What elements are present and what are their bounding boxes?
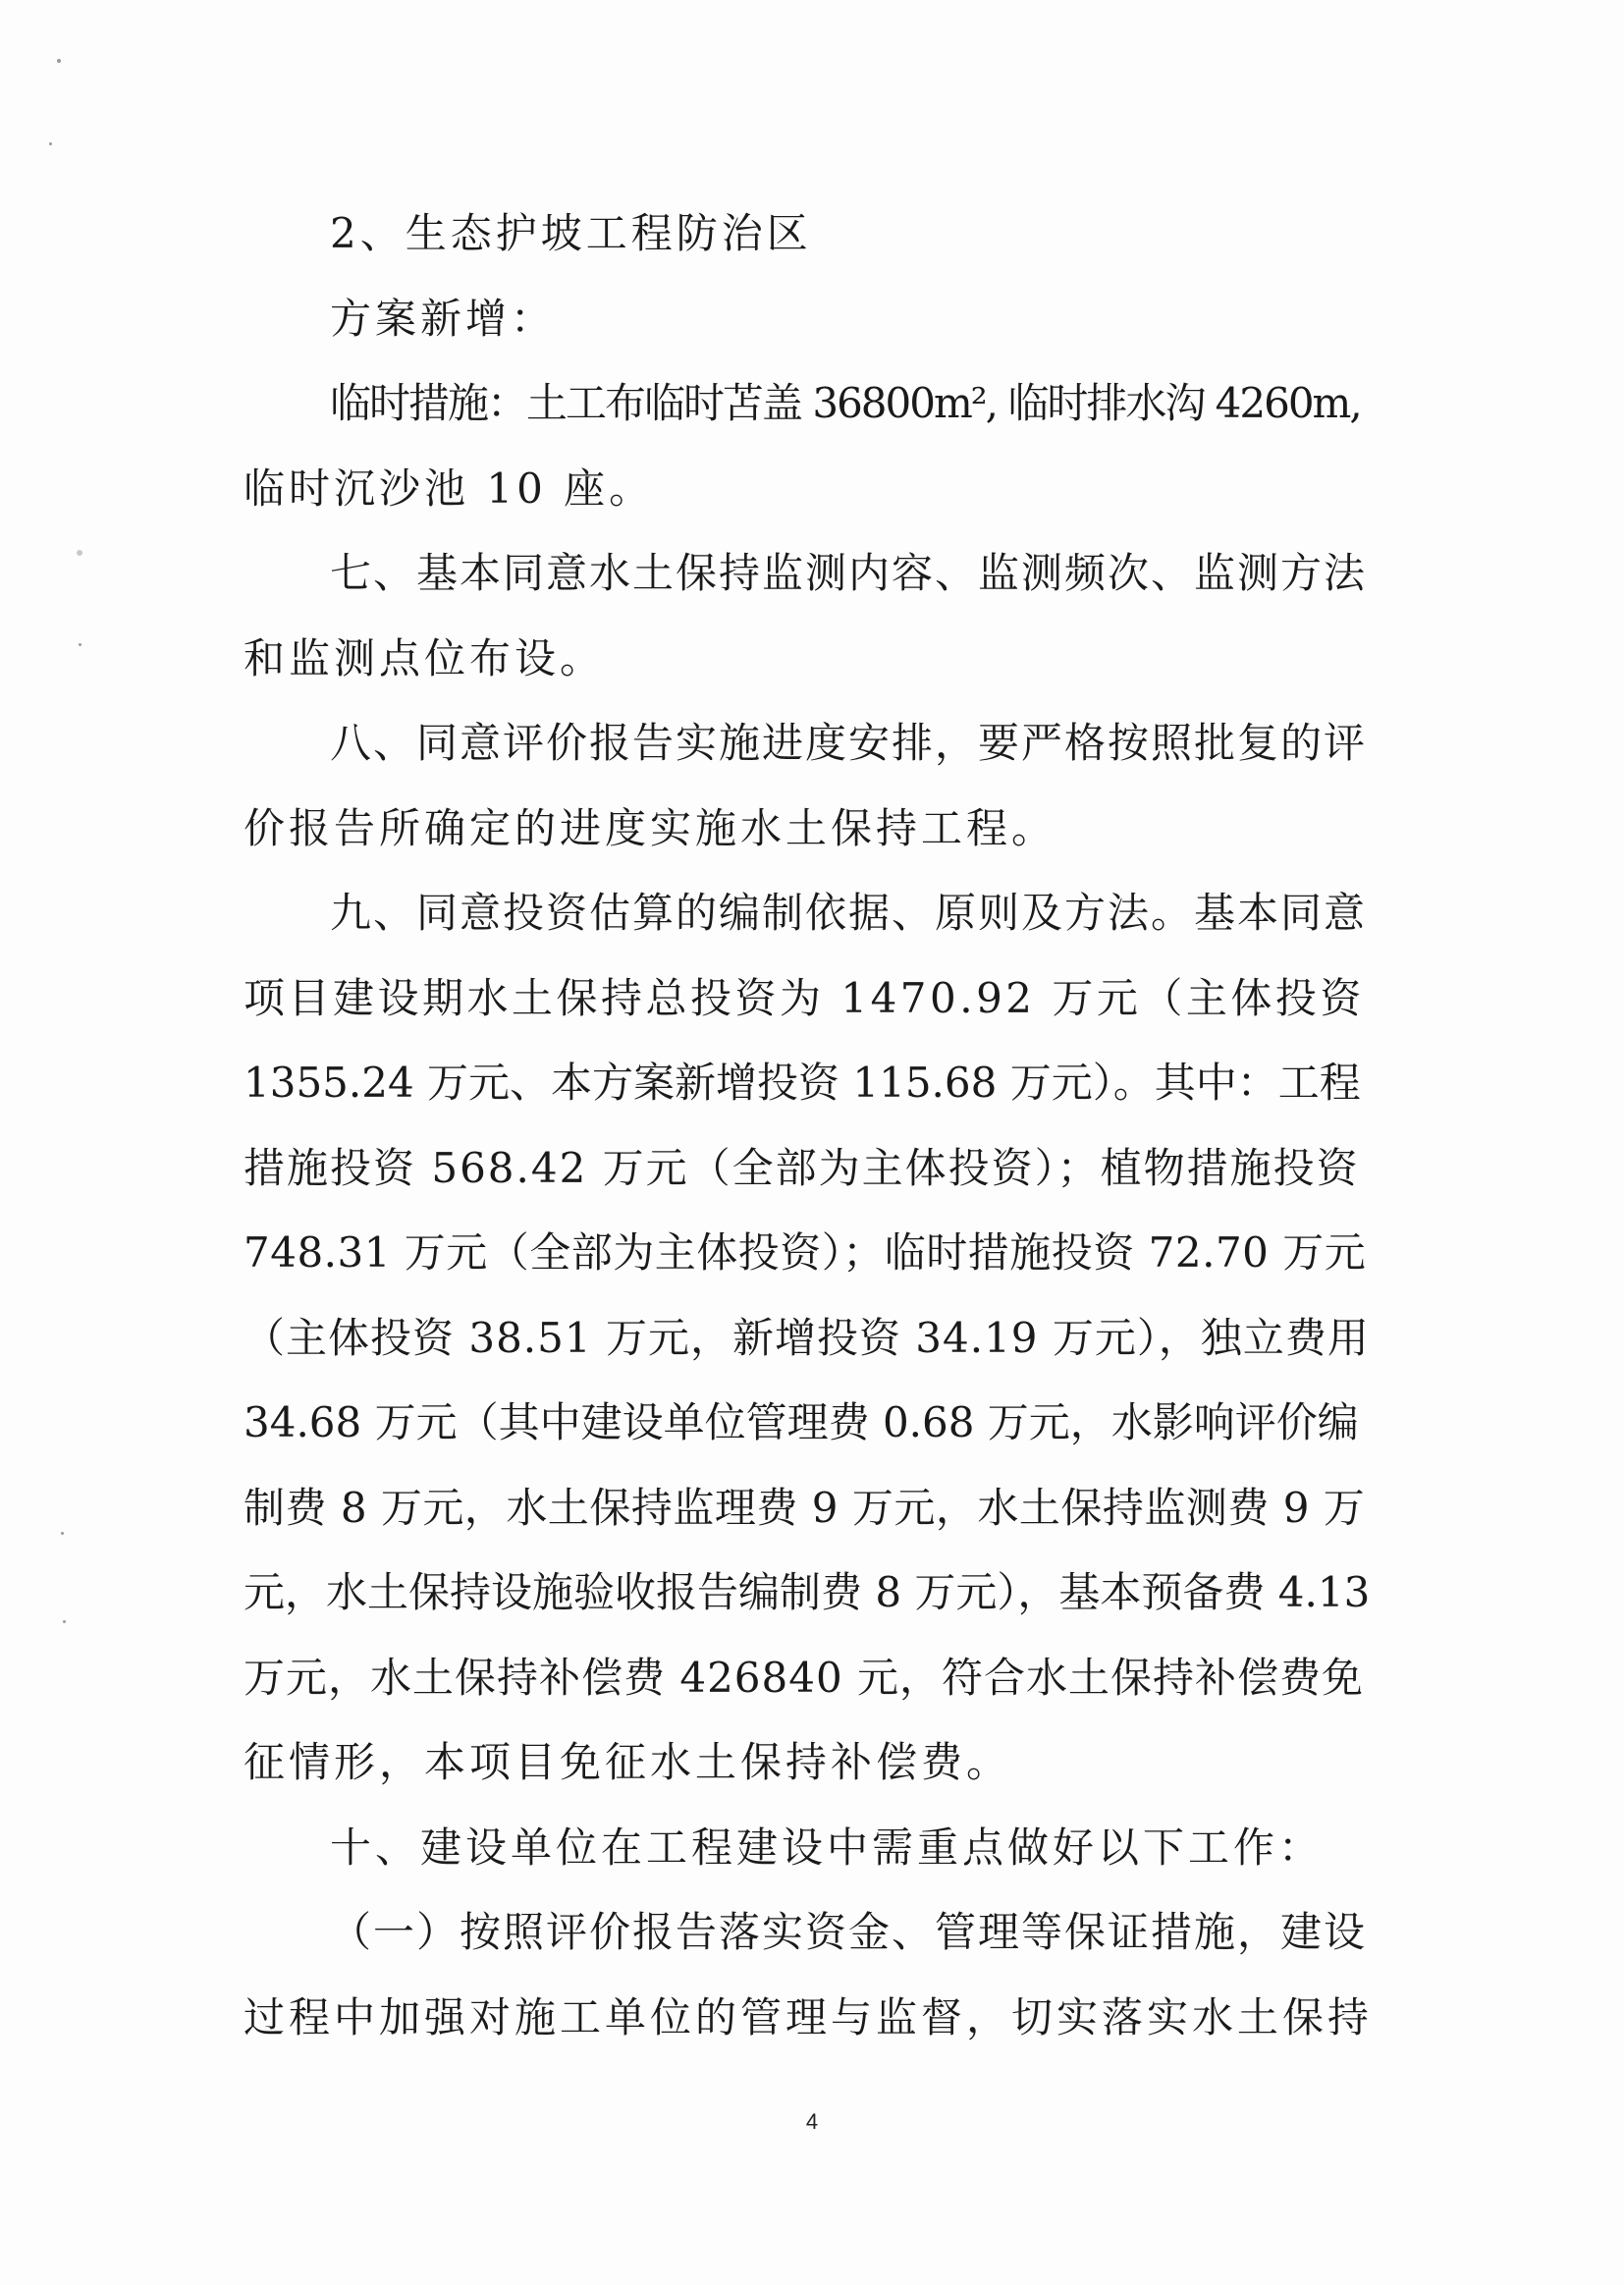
text-line: 项目建设期水土保持总投资为 1470.92 万元（主体投资 xyxy=(244,973,1365,1022)
scan-speck xyxy=(77,550,82,556)
text-line: 制费 8 万元，水土保持监理费 9 万元，水土保持监测费 9 万 xyxy=(244,1483,1366,1532)
text-line: 征情形，本项目免征水土保持补偿费。 xyxy=(244,1738,1012,1786)
text-line: 措施投资 568.42 万元（全部为主体投资）；植物措施投资 xyxy=(244,1143,1360,1192)
text-line: 九、同意投资估算的编制依据、原则及方法。基本同意 xyxy=(330,889,1368,937)
text-line: 过程中加强对施工单位的管理与监督，切实落实水土保持 xyxy=(244,1992,1374,2041)
text-line: 方案新增： xyxy=(330,294,557,343)
text-line: 临时措施：土工布临时苫盖 36800m², 临时排水沟 4260m, xyxy=(330,379,1361,427)
scan-speck xyxy=(57,59,61,63)
scan-speck xyxy=(61,1532,64,1535)
text-line: 34.68 万元（其中建设单位管理费 0.68 万元，水影响评价编 xyxy=(244,1398,1359,1446)
text-line: 1355.24 万元、本方案新增投资 115.68 万元）。其中：工程 xyxy=(244,1059,1361,1107)
scan-speck xyxy=(79,643,81,646)
text-line: 748.31 万元（全部为主体投资）；临时措施投资 72.70 万元 xyxy=(244,1228,1367,1277)
text-line: 2、生态护坡工程防治区 xyxy=(330,209,812,257)
text-line: 万元，水土保持补偿费 426840 元，符合水土保持补偿费免 xyxy=(244,1653,1365,1702)
scan-speck xyxy=(49,142,52,145)
scan-speck xyxy=(63,1620,66,1623)
text-line: 八、同意评价报告实施进度安排，要严格按照批复的评 xyxy=(330,719,1368,767)
text-line: 和监测点位布设。 xyxy=(244,633,606,682)
page-number: 4 xyxy=(805,2109,819,2134)
text-line: 元，水土保持设施验收报告编制费 8 万元），基本预备费 4.13 xyxy=(244,1568,1371,1616)
text-line: 十、建设单位在工程建设中需重点做好以下工作： xyxy=(330,1823,1325,1872)
text-line: （一）按照评价报告落实资金、管理等保证措施，建设 xyxy=(330,1908,1368,1956)
text-line: 临时沉沙池 10 座。 xyxy=(244,463,655,513)
text-line: 七、基本同意水土保持监测内容、监测频次、监测方法 xyxy=(330,549,1368,597)
body-text xyxy=(244,191,1373,2060)
text-line: 价报告所确定的进度实施水土保持工程。 xyxy=(244,803,1057,852)
text-line: （主体投资 38.51 万元，新增投资 34.19 万元），独立费用 xyxy=(244,1313,1370,1362)
